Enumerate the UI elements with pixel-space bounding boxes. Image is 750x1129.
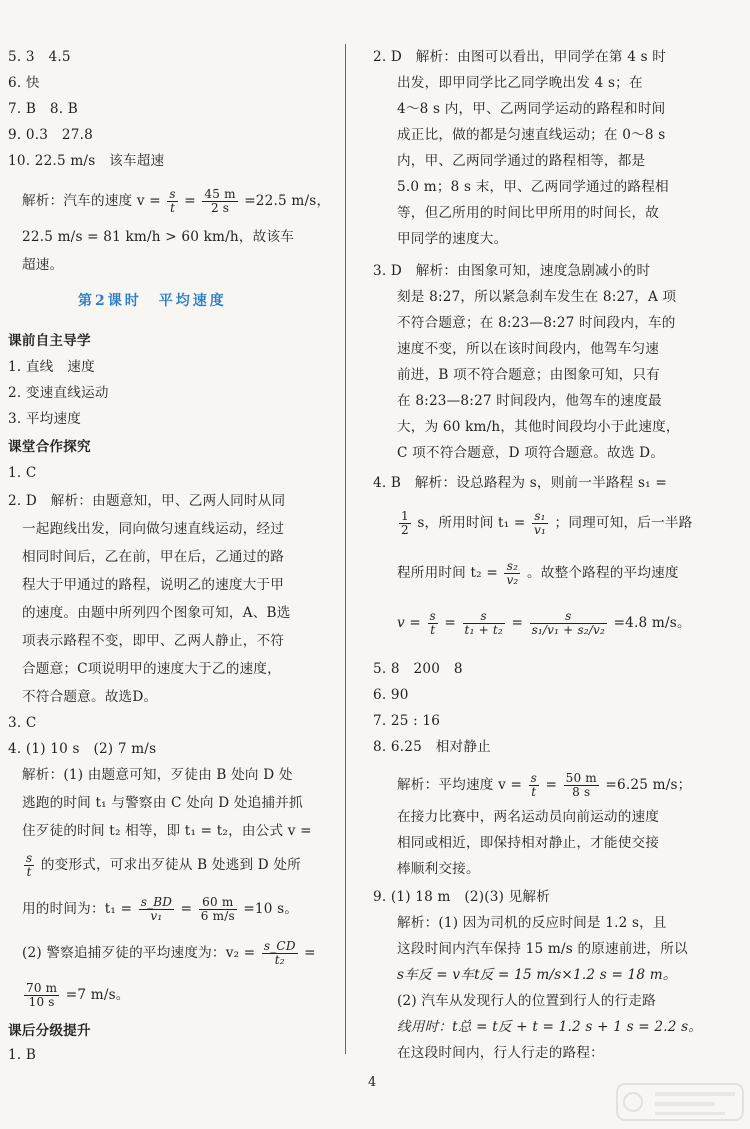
- fraction: $\frac{s}{\text{s₁/v₁ + s₂/v₂}}$: [531, 609, 606, 637]
- text-line: 一起跑线出发，同向做匀速直线运动，经过: [22, 521, 285, 537]
- text-line: 4～8 s 内，甲、乙两同学运动的路程和时间: [397, 101, 666, 117]
- fraction: $\frac{s}{t}$: [429, 609, 436, 637]
- section-heading-preview: 课前自主导学: [8, 333, 91, 349]
- text-line: 住歹徒的时间 t₂ 相等，即 t₁ = t₂，由公式 v =: [22, 823, 312, 839]
- fraction: $\frac{s}{t}$: [169, 187, 176, 215]
- text-line: 内，甲、乙两同学通过的路程相等，都是: [397, 153, 646, 169]
- answer-9: 9. 0.3 27.8: [8, 127, 93, 143]
- text-line: 合题意；C项说明甲的速度大于乙的速度，: [22, 661, 281, 677]
- answer-line: 2. D 解析：由题意知，甲、乙两人同时从同: [8, 493, 286, 509]
- text-line: 速度不变，所以在该时间段内，他驾车匀速: [397, 341, 660, 357]
- text-line: 前进，B 项不符合题意；由图象可知，只有: [397, 367, 660, 383]
- fraction: $\frac{s}{t}$: [26, 851, 33, 879]
- text-line: 线用时：t总 = t反 + t = 1.2 s + 1 s = 2.2 s。: [397, 1019, 703, 1035]
- text-line: 这段时间内汽车保持 15 m/s 的原速前进，所以: [397, 941, 688, 957]
- fraction: $\frac{s}{t}$: [530, 771, 537, 799]
- fraction: $\frac{70 m}{10 s}$: [26, 981, 58, 1009]
- text-line: 解析：(1) 因为司机的反应时间是 1.2 s，且: [397, 915, 667, 931]
- watermark-logo: [615, 1080, 745, 1125]
- answer-line: 6. 90: [373, 687, 409, 703]
- text-line: 相同或相近，即保持相对静止，才能使交接: [397, 835, 660, 851]
- section-heading-class: 课堂合作探究: [8, 439, 91, 455]
- text-line: 刻是 8:27，所以紧急刹车发生在 8:27，A 项: [397, 289, 677, 305]
- fraction: $\frac{\text{s₁}}{\text{v₁}}$: [534, 509, 546, 537]
- text-line: 逃跑的时间 t₁ 与警察由 C 处向 D 处追捕并抓: [22, 795, 303, 811]
- text-line: 解析：(1) 由题意可知，歹徒由 B 处向 D 处: [22, 767, 293, 783]
- fraction: $\frac{\text{s₂}}{\text{v₂}}$: [506, 559, 519, 587]
- answer-line: 2. D 解析：由图可以看出，甲同学在第 4 s 时: [373, 49, 667, 65]
- answer-line: 3. 平均速度: [8, 411, 82, 427]
- text-line: 的速度。由题中所列四个图象可知，A、B选: [22, 605, 291, 621]
- text-line: 大，为 60 km/h，其他时间段均小于此速度，: [397, 419, 680, 435]
- answer-7-8: 7. B 8. B: [8, 101, 78, 117]
- answer-line: 4. (1) 10 s (2) 7 m/s: [8, 741, 157, 757]
- answer-6: 6. 快: [8, 75, 40, 91]
- fraction: $\frac{50 m}{8 s}$: [565, 771, 597, 799]
- fraction: $\frac{1}{2}$: [401, 509, 409, 537]
- text-line: 不符合题意；在 8:23—8:27 时间段内，车的: [397, 315, 676, 331]
- text-line: (2) 汽车从发现行人的位置到行人的行走路: [397, 993, 656, 1009]
- answer-10: 10. 22.5 m/s 该车超速: [8, 153, 165, 169]
- text-line: 成正比，做的都是匀速直线运动；在 0～8 s: [397, 127, 666, 143]
- text-line: 超速。: [22, 257, 64, 273]
- page-number: 4: [368, 1075, 377, 1090]
- text-line: 程所用时间 t₂ = $\frac{\text{s₂}}{\text{v₂}}$ 。故整个路程的平均速度: [397, 559, 679, 587]
- fraction: $\frac{s\_BD}{\text{v₁}}$: [140, 895, 173, 923]
- text-line: C 项不符合题意，D 项符合题意。故选 D。: [397, 445, 665, 461]
- text-line: s车反 = v车t反 = 15 m/s×1.2 s = 18 m。: [397, 967, 677, 983]
- fraction: $\frac{45 m}{2 s}$: [204, 187, 236, 215]
- text-line: $\frac{1}{2}$ s，所用时间 t₁ = $\frac{\text{s₁}}{\text{v₁}}$ ；同理可知，后一半路: [401, 509, 693, 537]
- answer-line: 3. C: [8, 715, 37, 731]
- text-line: 相同时间后，乙在前，甲在后，乙通过的路: [22, 549, 285, 565]
- text-line: 在这段时间内，行人行走的路程：: [397, 1045, 604, 1061]
- answer-line: 3. D 解析：由图象可知，速度急剧减小的时: [373, 263, 651, 279]
- answer-line: 1. 直线 速度: [8, 359, 95, 375]
- text-line: 用的时间为：t₁ = $\frac{s\_BD}{\text{v₁}}$ = $\frac{60 m}{6 m/s}$ =10 s。: [22, 895, 299, 923]
- column-divider: [345, 44, 346, 1054]
- text-line: (2) 警察追捕歹徒的平均速度为：v₂ = $\frac{s\_CD}{\text{t₂}}$ =: [22, 939, 316, 967]
- text-line: 等，但乙所用的时间比甲所用的时间长，故: [397, 205, 660, 221]
- answer-line: 8. 6.25 相对静止: [373, 739, 491, 755]
- answer-line: 9. (1) 18 m (2)(3) 见解析: [373, 889, 550, 905]
- fraction: $\frac{60 m}{6 m/s}$: [200, 895, 235, 923]
- answer-line: 2. 变速直线运动: [8, 385, 109, 401]
- text-line: 项表示路程不变，即甲、乙两人静止，不符: [22, 633, 285, 649]
- fraction: $\frac{s\_CD}{\text{t₂}}$: [263, 939, 296, 967]
- text-line: 5.0 m；8 s 末，甲、乙两同学通过的路程相: [397, 179, 669, 195]
- text-line: 不符合题意。故选D。: [22, 689, 158, 705]
- answer-line: 7. 25 : 16: [373, 713, 441, 729]
- text-line: v = $\frac{s}{t}$ = $\frac{s}{\text{t₁ + t₂}}$ = $\frac{s}{\text{s₁/v₁ + s₂/v₂}}$ =4.8 m/s。: [397, 609, 691, 637]
- text-line: 出发，即甲同学比乙同学晚出发 4 s；在: [397, 75, 643, 91]
- text-line: $\frac{s}{t}$ 的变形式，可求出歹徒从 B 处逃到 D 处所: [26, 851, 301, 879]
- answer-line: 4. B 解析：设总路程为 s，则前一半路程 s₁ =: [373, 475, 667, 491]
- answer-10-analysis: 解析：汽车的速度 v = $\frac{s}{t}$ = $\frac{45 m}{2 s}$ =22.5 m/s，: [22, 187, 331, 215]
- text-line: 甲同学的速度大。: [397, 231, 508, 247]
- answer-5: 5. 3 4.5: [8, 49, 71, 65]
- watermark-icon: [615, 1080, 745, 1125]
- text-line: 解析：平均速度 v = $\frac{s}{t}$ = $\frac{50 m}{8 s}$ =6.25 m/s；: [397, 771, 692, 799]
- lesson-title: 第2课时 平均速度: [78, 293, 227, 309]
- answer-line: 1. B: [8, 1047, 37, 1063]
- text-line: 棒顺利交接。: [397, 861, 480, 877]
- text-line: $\frac{70 m}{10 s}$ =7 m/s。: [26, 981, 130, 1009]
- text-line: 程大于甲通过的路程，说明乙的速度大于甲: [22, 577, 285, 593]
- text-line: 22.5 m/s = 81 km/h > 60 km/h，故该车: [22, 229, 295, 245]
- answer-line: 5. 8 200 8: [373, 661, 463, 677]
- text-line: 在 8:23—8:27 时间段内，他驾车的速度最: [397, 393, 662, 409]
- text-line: 在接力比赛中，两名运动员向前运动的速度: [397, 809, 660, 825]
- fraction: $\frac{s}{\text{t₁ + t₂}}$: [464, 609, 503, 637]
- section-heading-after: 课后分级提升: [8, 1023, 91, 1039]
- answer-line: 1. C: [8, 465, 37, 481]
